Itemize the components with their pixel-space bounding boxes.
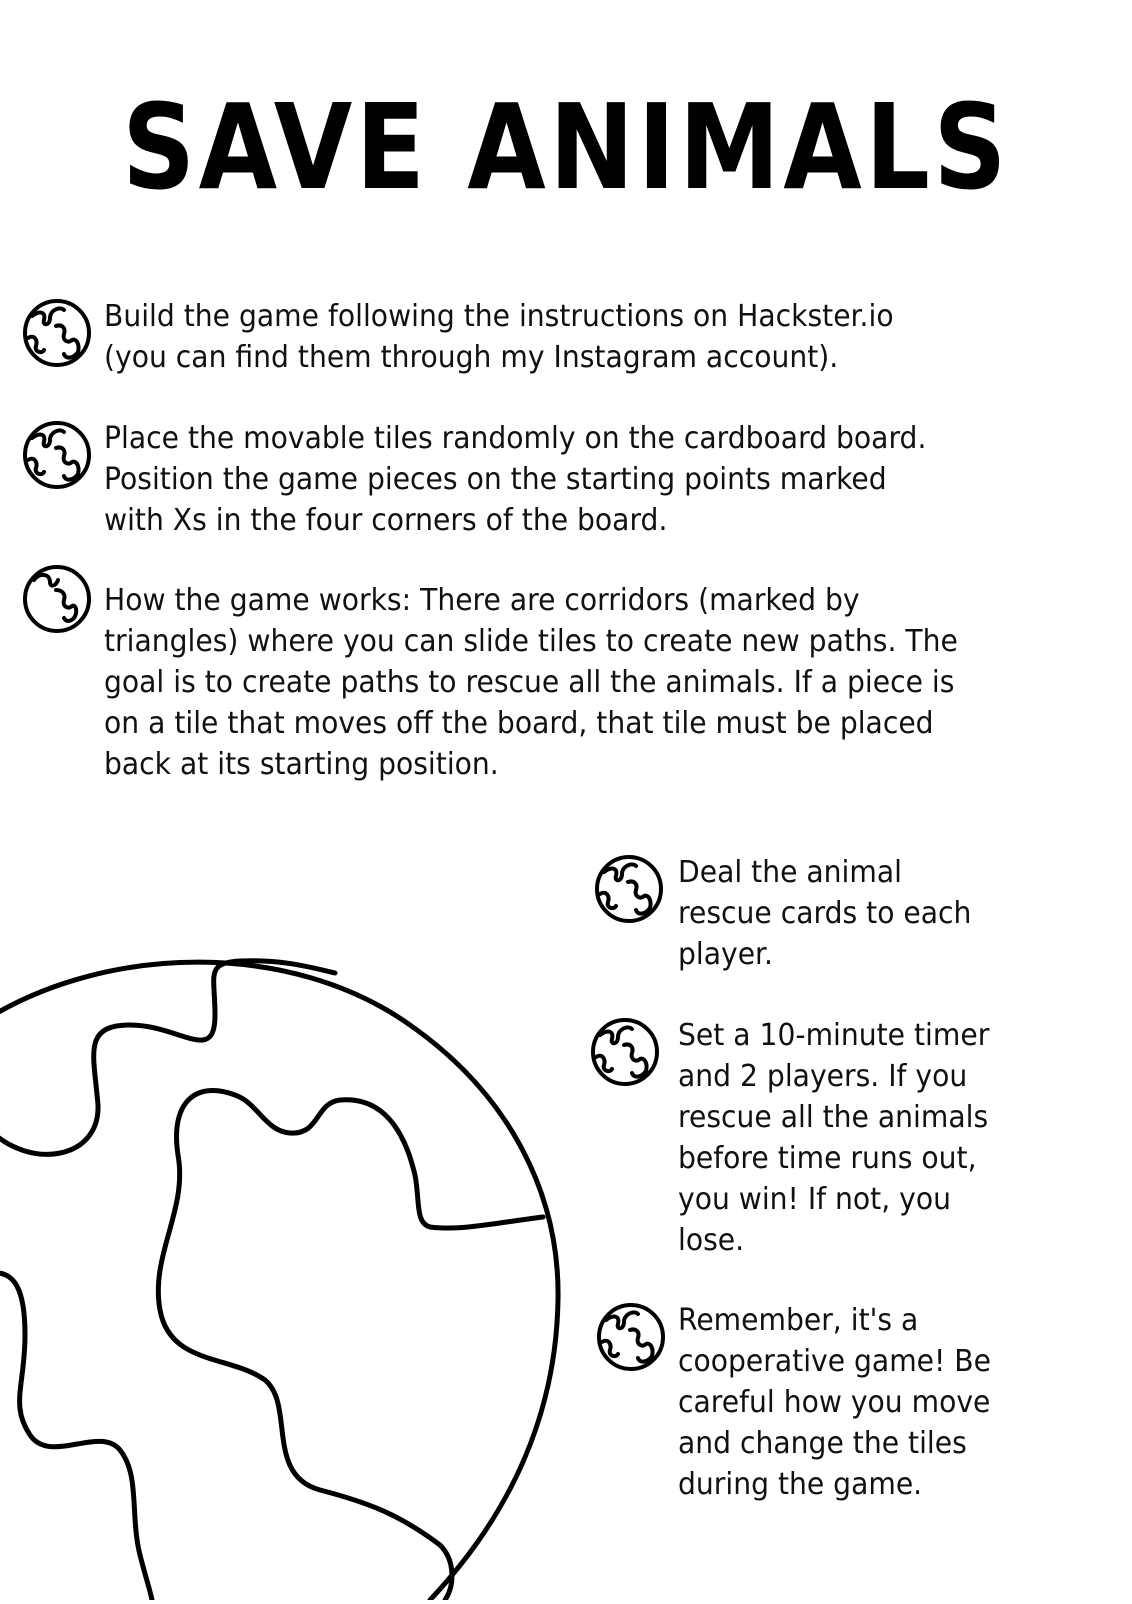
globe-icon bbox=[594, 1300, 668, 1374]
step-deal-cards bbox=[592, 852, 990, 975]
globe-icon bbox=[20, 296, 94, 370]
step-build-game bbox=[20, 296, 944, 378]
globe-icon bbox=[588, 1015, 662, 1089]
step-cooperative-reminder bbox=[594, 1300, 1011, 1505]
step-how-it-works bbox=[20, 562, 1012, 785]
large-globe-icon bbox=[0, 955, 570, 1600]
step-place-tiles bbox=[20, 418, 979, 541]
globe-icon bbox=[592, 852, 666, 926]
step-text: Set a 10-minute timer and 2 players. If you rescue all the animals before time runs out, you win! If not, you lose. bbox=[678, 1018, 990, 1258]
step-text: How the game works: There are corridors (marked by triangles) where you can slide tiles to create new paths. The goal is to create paths to rescue all the animals. If a piece is on a tile that moves off the board, that tile must be placed back at its starting position. bbox=[104, 583, 958, 782]
globe-icon bbox=[20, 562, 94, 636]
step-text: Build the game following the instructions on Hackster.io (you can find them through my Instagram account). bbox=[104, 299, 894, 375]
globe-icon bbox=[20, 418, 94, 492]
page-title: SAVE ANIMALS bbox=[122, 78, 1010, 216]
step-set-timer bbox=[588, 1015, 1009, 1261]
step-text: Place the movable tiles randomly on the cardboard board. Position the game pieces on the starting points marked with Xs in the four corners of the board. bbox=[104, 421, 927, 538]
step-text: Remember, it's a cooperative game! Be careful how you move and change the tiles during the game. bbox=[678, 1303, 992, 1502]
step-text: Deal the animal rescue cards to each player. bbox=[678, 855, 972, 972]
